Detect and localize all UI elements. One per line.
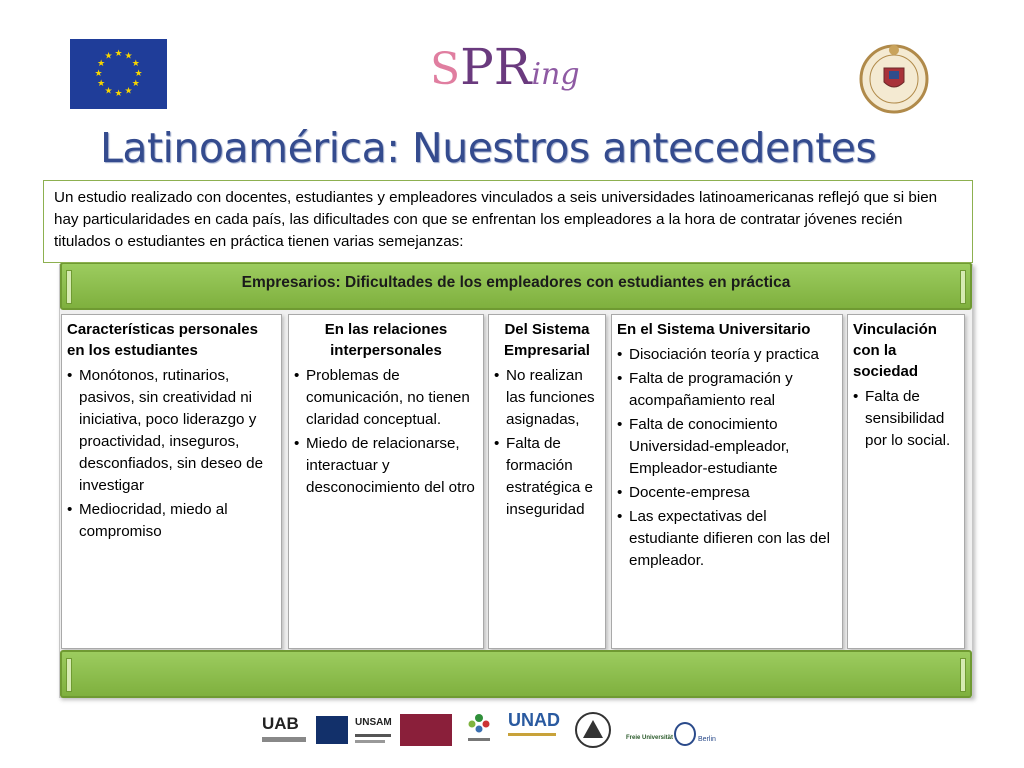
university-seal-logo xyxy=(855,40,933,114)
unad-logo-text: UNAD xyxy=(508,710,560,730)
berlin-text-logo xyxy=(698,728,720,743)
list-item: • Docente-empresa xyxy=(617,482,837,504)
list-item: • Falta de sensibilidad por lo social. xyxy=(853,386,959,452)
column-list xyxy=(494,365,600,521)
svg-text:★: ★ xyxy=(134,69,143,79)
column-title: En el Sistema Universitario xyxy=(617,321,811,338)
column-title: Del Sistema Empresarial xyxy=(504,321,590,359)
unsam-logo-text: UNSAM xyxy=(355,717,392,728)
column-personal xyxy=(61,314,282,649)
svg-text:★: ★ xyxy=(124,51,133,62)
panel-footer-bar xyxy=(60,650,972,698)
fu-logo-text: Freie Universität xyxy=(626,735,674,741)
list-item: • Disociación teoría y practica xyxy=(617,344,837,366)
column-interpersonal xyxy=(288,314,484,649)
fu-seal-icon xyxy=(674,722,696,746)
column-university-system xyxy=(611,314,843,649)
spring-logo-s: S xyxy=(430,44,461,95)
list-item: • Falta de conocimiento Universidad-empleador, Empleador-estudiante xyxy=(617,414,837,480)
uab-logo-text: UAB xyxy=(262,714,299,733)
partner-logo-red xyxy=(400,714,452,746)
bar-tab-right xyxy=(960,658,966,692)
partner-logo-blue xyxy=(316,716,348,744)
column-list xyxy=(617,344,837,572)
column-society xyxy=(847,314,965,649)
list-item: • Falta de formación estratégica e inseguridad xyxy=(494,433,600,521)
column-list xyxy=(853,386,959,452)
column-list xyxy=(67,365,276,543)
svg-text:★: ★ xyxy=(104,51,113,62)
unad-logo xyxy=(508,710,560,746)
spring-logo-ing: ing xyxy=(531,57,580,92)
partner-logo-tree xyxy=(460,710,498,746)
list-item: • Falta de programación y acompañamiento real xyxy=(617,368,837,412)
berlin-logo-text: Berlin xyxy=(698,736,716,743)
column-title: En las relaciones interpersonales xyxy=(324,321,448,359)
uam-seal-logo xyxy=(568,708,618,748)
svg-text:★: ★ xyxy=(114,49,123,59)
list-item: • Mediocridad, miedo al compromiso xyxy=(67,499,276,543)
column-business-system xyxy=(488,314,606,649)
panel-heading-bar xyxy=(60,262,972,310)
spring-logo xyxy=(430,38,590,102)
list-item: • No realizan las funciones asignadas, xyxy=(494,365,600,431)
list-item: • Miedo de relacionarse, interactuar y desconocimiento del otro xyxy=(294,433,478,499)
intro-text: Un estudio realizado con docentes, estudiantes y empleadores vinculados a seis universidades latinoamericanas reflejó que si bien hay particularidades en cada país, las dificultades con que se enfrentan los empleadores a la hora de contratar jóvenes recién titulados o estudiantes en práctica tienen varias semejanzas: xyxy=(43,180,973,263)
column-title: Características personales en los estudiantes xyxy=(67,321,258,359)
svg-text:★: ★ xyxy=(131,79,140,89)
page-title: Latinoamérica: Nuestros antecedentes xyxy=(100,124,877,172)
column-list xyxy=(294,365,478,499)
svg-text:★: ★ xyxy=(114,89,123,99)
list-item: • Problemas de comunicación, no tienen claridad conceptual. xyxy=(294,365,478,431)
column-title: Vinculación con la sociedad xyxy=(853,321,937,380)
svg-text:★: ★ xyxy=(97,79,106,89)
svg-text:★: ★ xyxy=(131,59,140,69)
list-item: • Monótonos, rutinarios, pasivos, sin creatividad ni iniciativa, poco liderazgo y proactividad, inseguros, desconfiados, sin deseo de investigar xyxy=(67,365,276,497)
svg-text:★: ★ xyxy=(124,86,133,97)
bar-tab-left xyxy=(66,658,72,692)
svg-text:★: ★ xyxy=(97,59,106,69)
list-item: • Las expectativas del estudiante difieren con las del empleador. xyxy=(617,506,837,572)
svg-text:★: ★ xyxy=(104,86,113,97)
freie-universitat-logo xyxy=(626,726,672,740)
panel-heading: Empresarios: Dificultades de los empleadores con estudiantes en práctica xyxy=(241,274,791,291)
eu-flag-logo xyxy=(70,39,167,109)
svg-text:★: ★ xyxy=(94,69,103,79)
unsam-logo xyxy=(355,712,395,744)
uab-logo xyxy=(262,714,310,744)
spring-logo-pr: PR xyxy=(460,38,532,96)
